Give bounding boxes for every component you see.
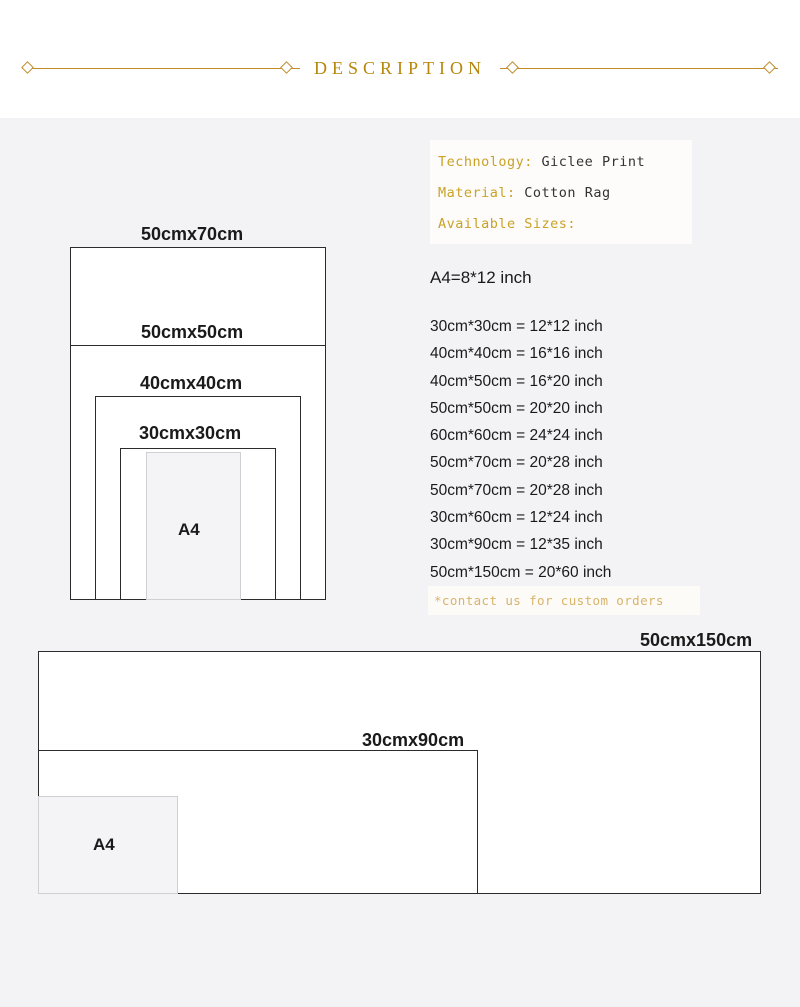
list-item: 50cm*50cm = 20*20 inch [430, 399, 603, 417]
list-item: 50cm*70cm = 20*28 inch [430, 481, 603, 499]
size-label-40x40: 40cmx40cm [140, 373, 243, 393]
list-item: 60cm*60cm = 24*24 inch [430, 427, 603, 445]
size-label-30x90: 30cmx90cm [362, 730, 465, 750]
size-label-a4: A4 [178, 520, 200, 539]
a4-conversion-note: A4=8*12 inch [430, 268, 532, 287]
list-item: 50cm*70cm = 20*28 inch [430, 454, 603, 472]
list-item: 30cm*90cm = 12*35 inch [430, 536, 603, 554]
spec-value-technology: Giclee Print [541, 154, 646, 170]
list-item: 30cm*60cm = 12*24 inch [430, 509, 603, 527]
list-item: 40cm*50cm = 16*20 inch [430, 372, 603, 390]
size-label-50x150: 50cmx150cm [640, 630, 753, 650]
spec-label-material: Material: [438, 185, 516, 201]
list-item: 50cm*150cm = 20*60 inch [430, 563, 612, 581]
list-item: 40cm*40cm = 16*16 inch [430, 345, 603, 363]
size-label-50x70: 50cmx70cm [141, 224, 244, 244]
spec-label-available-sizes: Available Sizes: [438, 216, 577, 232]
size-label-50x50: 50cmx50cm [141, 322, 244, 342]
list-item: 30cm*30cm = 12*12 inch [430, 318, 603, 335]
custom-orders-note: *contact us for custom orders [428, 586, 700, 615]
size-label-30x30: 30cmx30cm [139, 423, 242, 443]
spec-label-technology: Technology: [438, 154, 533, 170]
page-title: DESCRIPTION [300, 54, 500, 83]
spec-value-material: Cotton Rag [524, 185, 611, 201]
size-label-a4-panoramic: A4 [93, 835, 115, 854]
